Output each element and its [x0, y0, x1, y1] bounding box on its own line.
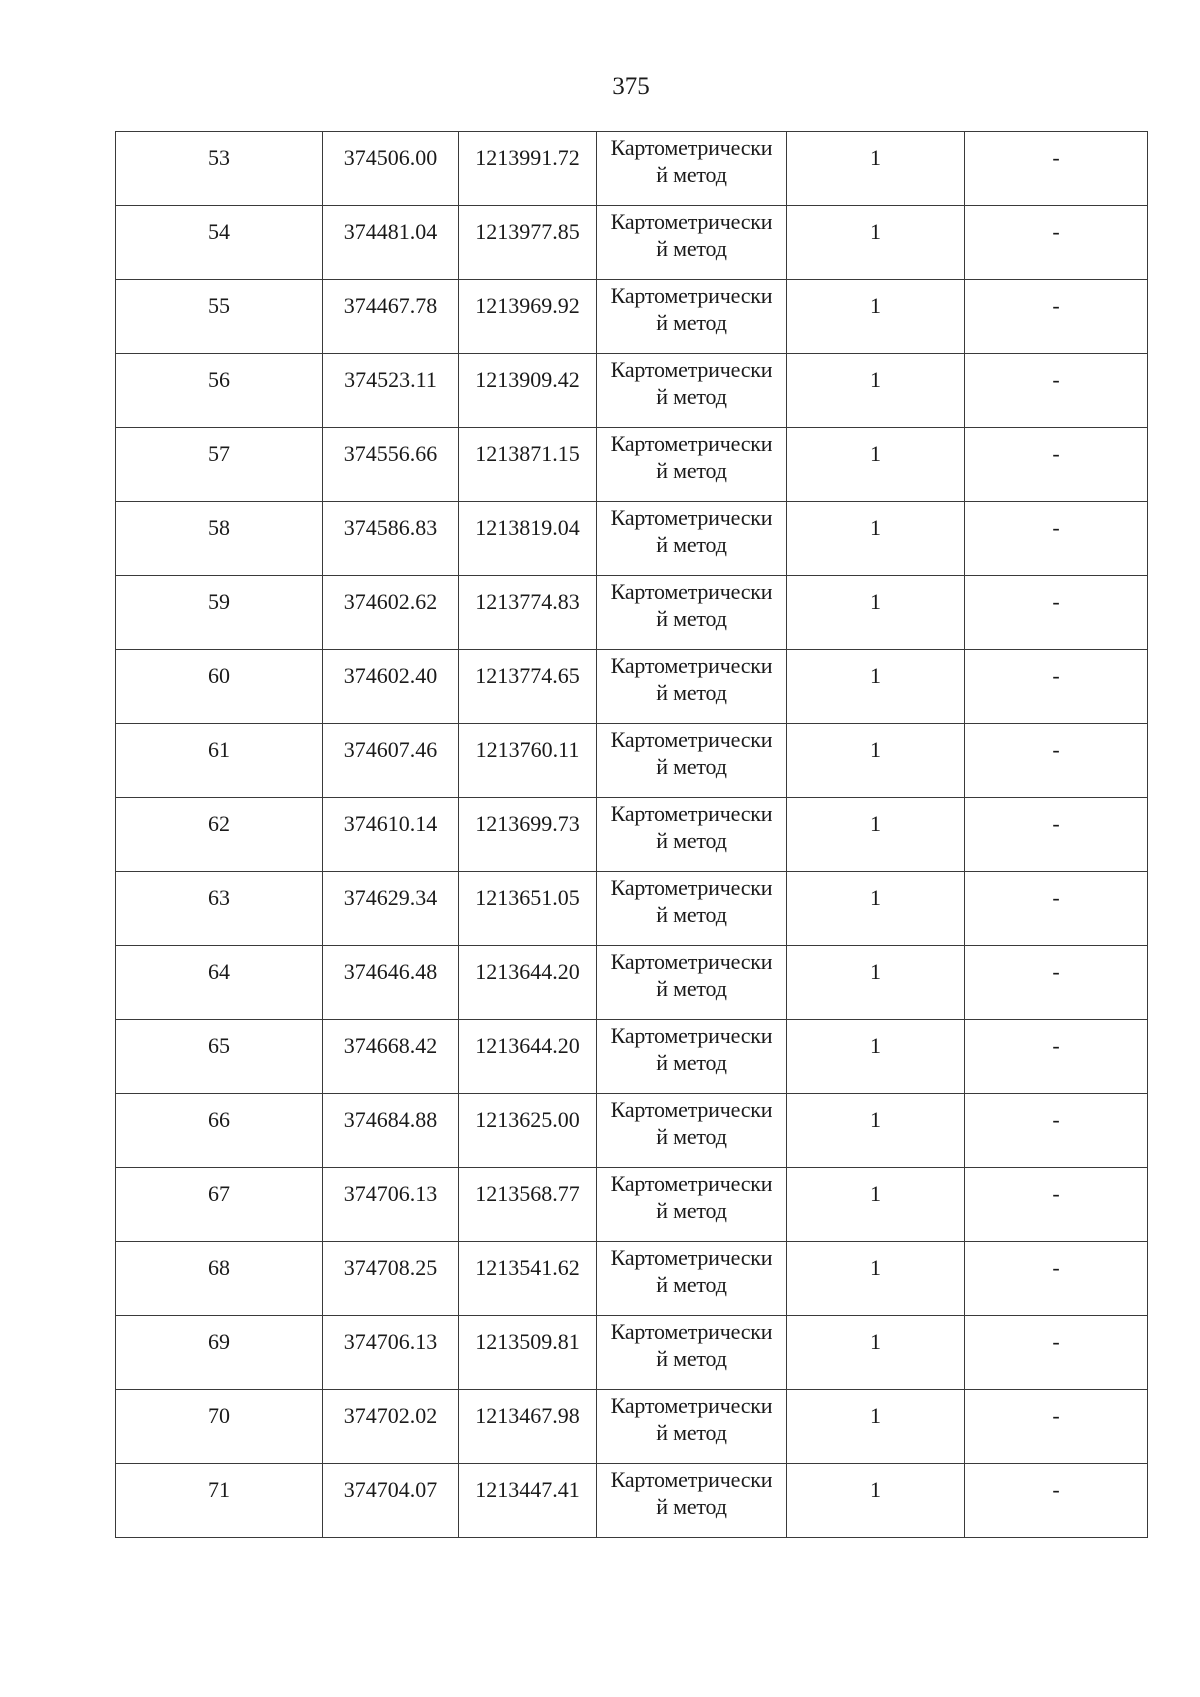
- y-coordinate-cell: 1213541.62: [459, 1242, 597, 1316]
- method-cell: Картометрически й метод: [597, 1242, 787, 1316]
- method-cell: Картометрически й метод: [597, 354, 787, 428]
- accuracy-cell: 1: [787, 354, 965, 428]
- y-coordinate-cell: 1213651.05: [459, 872, 597, 946]
- method-cell: Картометрически й метод: [597, 132, 787, 206]
- method-cell: Картометрически й метод: [597, 724, 787, 798]
- x-coordinate-cell: 374523.11: [323, 354, 459, 428]
- note-cell: -: [965, 354, 1148, 428]
- table-row: [116, 428, 1148, 502]
- accuracy-cell: 1: [787, 1390, 965, 1464]
- x-coordinate-cell: 374706.13: [323, 1168, 459, 1242]
- method-cell: Картометрически й метод: [597, 1168, 787, 1242]
- y-coordinate-cell: 1213991.72: [459, 132, 597, 206]
- accuracy-cell: 1: [787, 798, 965, 872]
- method-cell: Картометрически й метод: [597, 798, 787, 872]
- table-row: [116, 1020, 1148, 1094]
- table-row: [116, 206, 1148, 280]
- note-cell: -: [965, 1020, 1148, 1094]
- point-number-cell: 66: [116, 1094, 323, 1168]
- point-number-cell: 68: [116, 1242, 323, 1316]
- y-coordinate-cell: 1213644.20: [459, 946, 597, 1020]
- accuracy-cell: 1: [787, 1242, 965, 1316]
- accuracy-cell: 1: [787, 724, 965, 798]
- point-number-cell: 59: [116, 576, 323, 650]
- x-coordinate-cell: 374556.66: [323, 428, 459, 502]
- method-cell: Картометрически й метод: [597, 428, 787, 502]
- y-coordinate-cell: 1213819.04: [459, 502, 597, 576]
- accuracy-cell: 1: [787, 1316, 965, 1390]
- x-coordinate-cell: 374668.42: [323, 1020, 459, 1094]
- note-cell: -: [965, 946, 1148, 1020]
- accuracy-cell: 1: [787, 280, 965, 354]
- method-cell: Картометрически й метод: [597, 1094, 787, 1168]
- table-row: [116, 576, 1148, 650]
- x-coordinate-cell: 374708.25: [323, 1242, 459, 1316]
- accuracy-cell: 1: [787, 206, 965, 280]
- x-coordinate-cell: 374467.78: [323, 280, 459, 354]
- table-row: [116, 1094, 1148, 1168]
- coordinates-table: [115, 131, 1148, 1538]
- point-number-cell: 53: [116, 132, 323, 206]
- point-number-cell: 64: [116, 946, 323, 1020]
- point-number-cell: 55: [116, 280, 323, 354]
- method-cell: Картометрически й метод: [597, 872, 787, 946]
- y-coordinate-cell: 1213871.15: [459, 428, 597, 502]
- y-coordinate-cell: 1213625.00: [459, 1094, 597, 1168]
- note-cell: -: [965, 1390, 1148, 1464]
- accuracy-cell: 1: [787, 1094, 965, 1168]
- table-row: [116, 1168, 1148, 1242]
- table-row: [116, 724, 1148, 798]
- table-row: [116, 132, 1148, 206]
- accuracy-cell: 1: [787, 650, 965, 724]
- table-row: [116, 280, 1148, 354]
- table-row: [116, 502, 1148, 576]
- accuracy-cell: 1: [787, 576, 965, 650]
- table-row: [116, 354, 1148, 428]
- x-coordinate-cell: 374704.07: [323, 1464, 459, 1538]
- x-coordinate-cell: 374646.48: [323, 946, 459, 1020]
- x-coordinate-cell: 374607.46: [323, 724, 459, 798]
- page-number: 375: [612, 73, 650, 100]
- note-cell: -: [965, 576, 1148, 650]
- point-number-cell: 70: [116, 1390, 323, 1464]
- method-cell: Картометрически й метод: [597, 576, 787, 650]
- note-cell: -: [965, 206, 1148, 280]
- method-cell: Картометрически й метод: [597, 650, 787, 724]
- point-number-cell: 71: [116, 1464, 323, 1538]
- y-coordinate-cell: 1213969.92: [459, 280, 597, 354]
- note-cell: -: [965, 502, 1148, 576]
- table-row: [116, 872, 1148, 946]
- x-coordinate-cell: 374684.88: [323, 1094, 459, 1168]
- x-coordinate-cell: 374610.14: [323, 798, 459, 872]
- y-coordinate-cell: 1213977.85: [459, 206, 597, 280]
- x-coordinate-cell: 374481.04: [323, 206, 459, 280]
- method-cell: Картометрически й метод: [597, 1316, 787, 1390]
- x-coordinate-cell: 374506.00: [323, 132, 459, 206]
- note-cell: -: [965, 872, 1148, 946]
- note-cell: -: [965, 650, 1148, 724]
- note-cell: -: [965, 280, 1148, 354]
- method-cell: Картометрически й метод: [597, 1390, 787, 1464]
- table-row: [116, 798, 1148, 872]
- accuracy-cell: 1: [787, 946, 965, 1020]
- accuracy-cell: 1: [787, 872, 965, 946]
- point-number-cell: 69: [116, 1316, 323, 1390]
- method-cell: Картометрически й метод: [597, 206, 787, 280]
- table-row: [116, 1242, 1148, 1316]
- x-coordinate-cell: 374702.02: [323, 1390, 459, 1464]
- coordinates-table-body: [116, 132, 1148, 1538]
- accuracy-cell: 1: [787, 428, 965, 502]
- x-coordinate-cell: 374586.83: [323, 502, 459, 576]
- accuracy-cell: 1: [787, 1464, 965, 1538]
- note-cell: -: [965, 1316, 1148, 1390]
- point-number-cell: 60: [116, 650, 323, 724]
- method-cell: Картометрически й метод: [597, 1464, 787, 1538]
- point-number-cell: 61: [116, 724, 323, 798]
- x-coordinate-cell: 374602.40: [323, 650, 459, 724]
- y-coordinate-cell: 1213644.20: [459, 1020, 597, 1094]
- y-coordinate-cell: 1213909.42: [459, 354, 597, 428]
- y-coordinate-cell: 1213760.11: [459, 724, 597, 798]
- y-coordinate-cell: 1213699.73: [459, 798, 597, 872]
- table-row: [116, 650, 1148, 724]
- method-cell: Картометрически й метод: [597, 1020, 787, 1094]
- accuracy-cell: 1: [787, 132, 965, 206]
- point-number-cell: 62: [116, 798, 323, 872]
- method-cell: Картометрически й метод: [597, 946, 787, 1020]
- accuracy-cell: 1: [787, 502, 965, 576]
- point-number-cell: 63: [116, 872, 323, 946]
- note-cell: -: [965, 1242, 1148, 1316]
- point-number-cell: 54: [116, 206, 323, 280]
- y-coordinate-cell: 1213568.77: [459, 1168, 597, 1242]
- method-cell: Картометрически й метод: [597, 280, 787, 354]
- point-number-cell: 65: [116, 1020, 323, 1094]
- table-row: [116, 1464, 1148, 1538]
- note-cell: -: [965, 428, 1148, 502]
- point-number-cell: 58: [116, 502, 323, 576]
- x-coordinate-cell: 374706.13: [323, 1316, 459, 1390]
- point-number-cell: 56: [116, 354, 323, 428]
- point-number-cell: 57: [116, 428, 323, 502]
- note-cell: -: [965, 724, 1148, 798]
- table-row: [116, 946, 1148, 1020]
- y-coordinate-cell: 1213447.41: [459, 1464, 597, 1538]
- note-cell: -: [965, 1464, 1148, 1538]
- accuracy-cell: 1: [787, 1020, 965, 1094]
- note-cell: -: [965, 132, 1148, 206]
- point-number-cell: 67: [116, 1168, 323, 1242]
- y-coordinate-cell: 1213509.81: [459, 1316, 597, 1390]
- accuracy-cell: 1: [787, 1168, 965, 1242]
- table-row: [116, 1390, 1148, 1464]
- table-row: [116, 1316, 1148, 1390]
- y-coordinate-cell: 1213774.65: [459, 650, 597, 724]
- y-coordinate-cell: 1213774.83: [459, 576, 597, 650]
- y-coordinate-cell: 1213467.98: [459, 1390, 597, 1464]
- note-cell: -: [965, 1094, 1148, 1168]
- x-coordinate-cell: 374602.62: [323, 576, 459, 650]
- note-cell: -: [965, 798, 1148, 872]
- note-cell: -: [965, 1168, 1148, 1242]
- x-coordinate-cell: 374629.34: [323, 872, 459, 946]
- method-cell: Картометрически й метод: [597, 502, 787, 576]
